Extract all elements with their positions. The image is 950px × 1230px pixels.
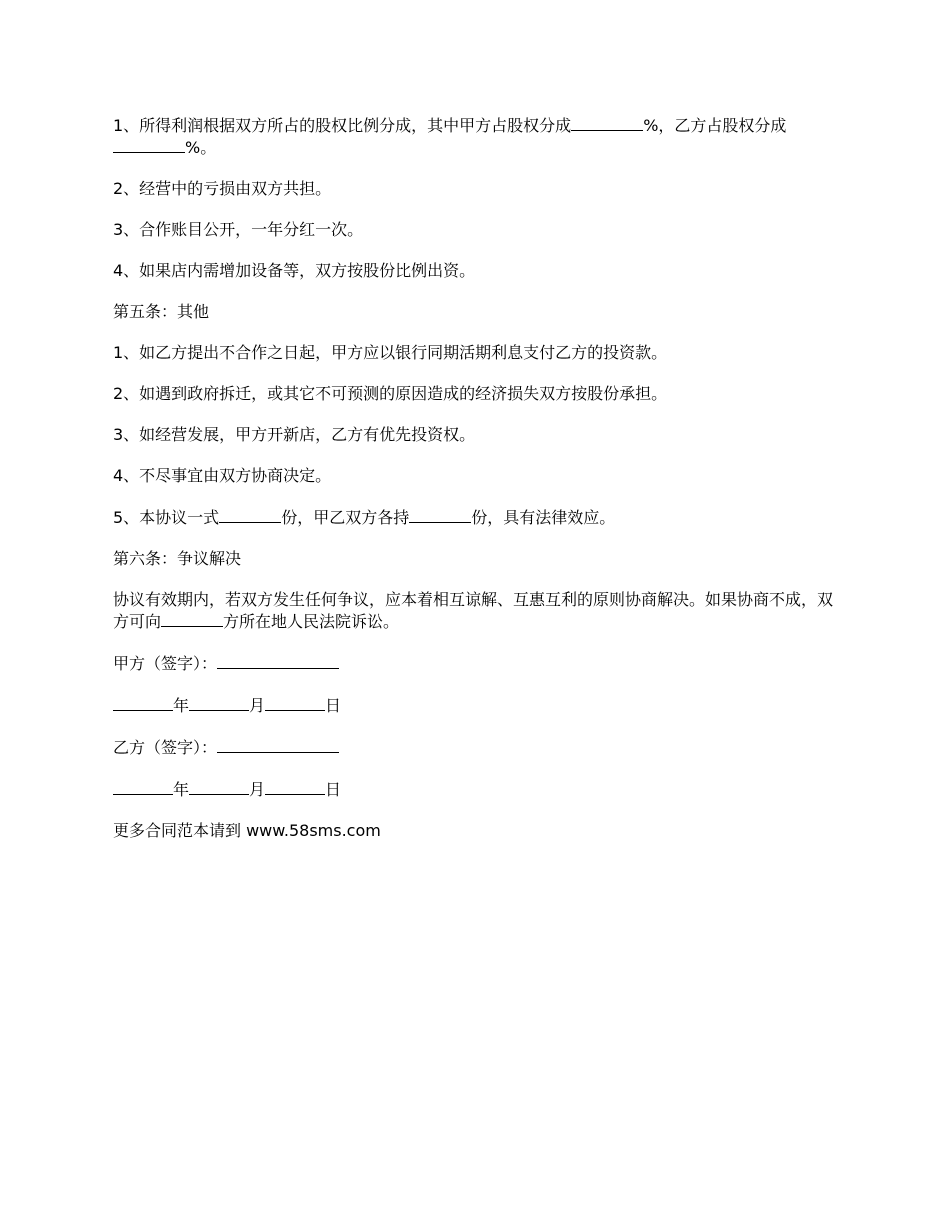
year-label: 年 xyxy=(173,696,190,715)
profit-item-1-text-a: 1、所得利润根据双方所占的股权比例分成，其中甲方占股权分成 xyxy=(113,116,572,135)
article-6-body xyxy=(113,589,843,632)
copies-each-blank xyxy=(409,506,471,523)
court-party-blank xyxy=(161,610,223,627)
party-a-signature xyxy=(113,652,843,674)
profit-item-3: 3、合作账目公开，一年分红一次。 xyxy=(113,220,364,239)
article-5-heading: 第五条：其他 xyxy=(113,302,210,321)
party-b-signature xyxy=(113,736,843,758)
party-b-signature-blank xyxy=(217,736,339,753)
party-a-year-blank xyxy=(113,694,173,711)
party-b-month-blank xyxy=(189,778,249,795)
article-6-body-text-a: 协议有效期内，若双方发生任何争议，应本着相互谅解、互惠互利的原则协商解决。如果协商不成，双方可向 xyxy=(113,590,834,631)
article-6-heading: 第六条：争议解决 xyxy=(113,549,242,568)
party-b-date xyxy=(113,778,843,800)
party-a-day-blank xyxy=(265,694,325,711)
month-label: 月 xyxy=(249,780,266,799)
article-5-item-4: 4、不尽事宜由双方协商决定。 xyxy=(113,466,332,485)
party-b-day-blank xyxy=(265,778,325,795)
party-b-year-blank xyxy=(113,778,173,795)
profit-item-4: 4、如果店内需增加设备等，双方按股份比例出资。 xyxy=(113,261,476,280)
party-a-signature-label: 甲方（签字）： xyxy=(113,654,218,673)
footer-link-text: 更多合同范本请到 www.58sms.com xyxy=(113,821,381,840)
article-5-item-1: 1、如乙方提出不合作之日起，甲方应以银行同期活期利息支付乙方的投资款。 xyxy=(113,343,668,362)
article-5-item-5-text-c: 份，具有法律效应。 xyxy=(471,508,616,527)
party-a-signature-blank xyxy=(217,652,339,669)
article-5-item-5-text-a: 5、本协议一式 xyxy=(113,508,220,527)
total-copies-blank xyxy=(219,506,281,523)
year-label: 年 xyxy=(173,780,190,799)
article-6-body-text-b: 方所在地人民法院诉讼。 xyxy=(223,612,400,631)
profit-item-2: 2、经营中的亏损由双方共担。 xyxy=(113,179,332,198)
profit-item-1 xyxy=(113,114,843,158)
article-5-item-5 xyxy=(113,506,843,528)
document-page xyxy=(113,114,843,861)
day-label: 日 xyxy=(325,696,342,715)
party-a-month-blank xyxy=(189,694,249,711)
profit-item-1-text-b: %，乙方占股权分成 xyxy=(643,116,787,135)
day-label: 日 xyxy=(325,780,342,799)
month-label: 月 xyxy=(249,696,266,715)
article-5-item-2: 2、如遇到政府拆迁，或其它不可预测的原因造成的经济损失双方按股份承担。 xyxy=(113,384,668,403)
party-b-signature-label: 乙方（签字）： xyxy=(113,738,218,757)
article-5-item-3: 3、如经营发展，甲方开新店，乙方有优先投资权。 xyxy=(113,425,476,444)
party-a-share-blank xyxy=(571,114,643,131)
party-b-share-blank xyxy=(113,136,185,153)
article-5-item-5-text-b: 份，甲乙双方各持 xyxy=(281,508,410,527)
party-a-date xyxy=(113,694,843,716)
profit-item-1-text-c: %。 xyxy=(185,138,217,157)
